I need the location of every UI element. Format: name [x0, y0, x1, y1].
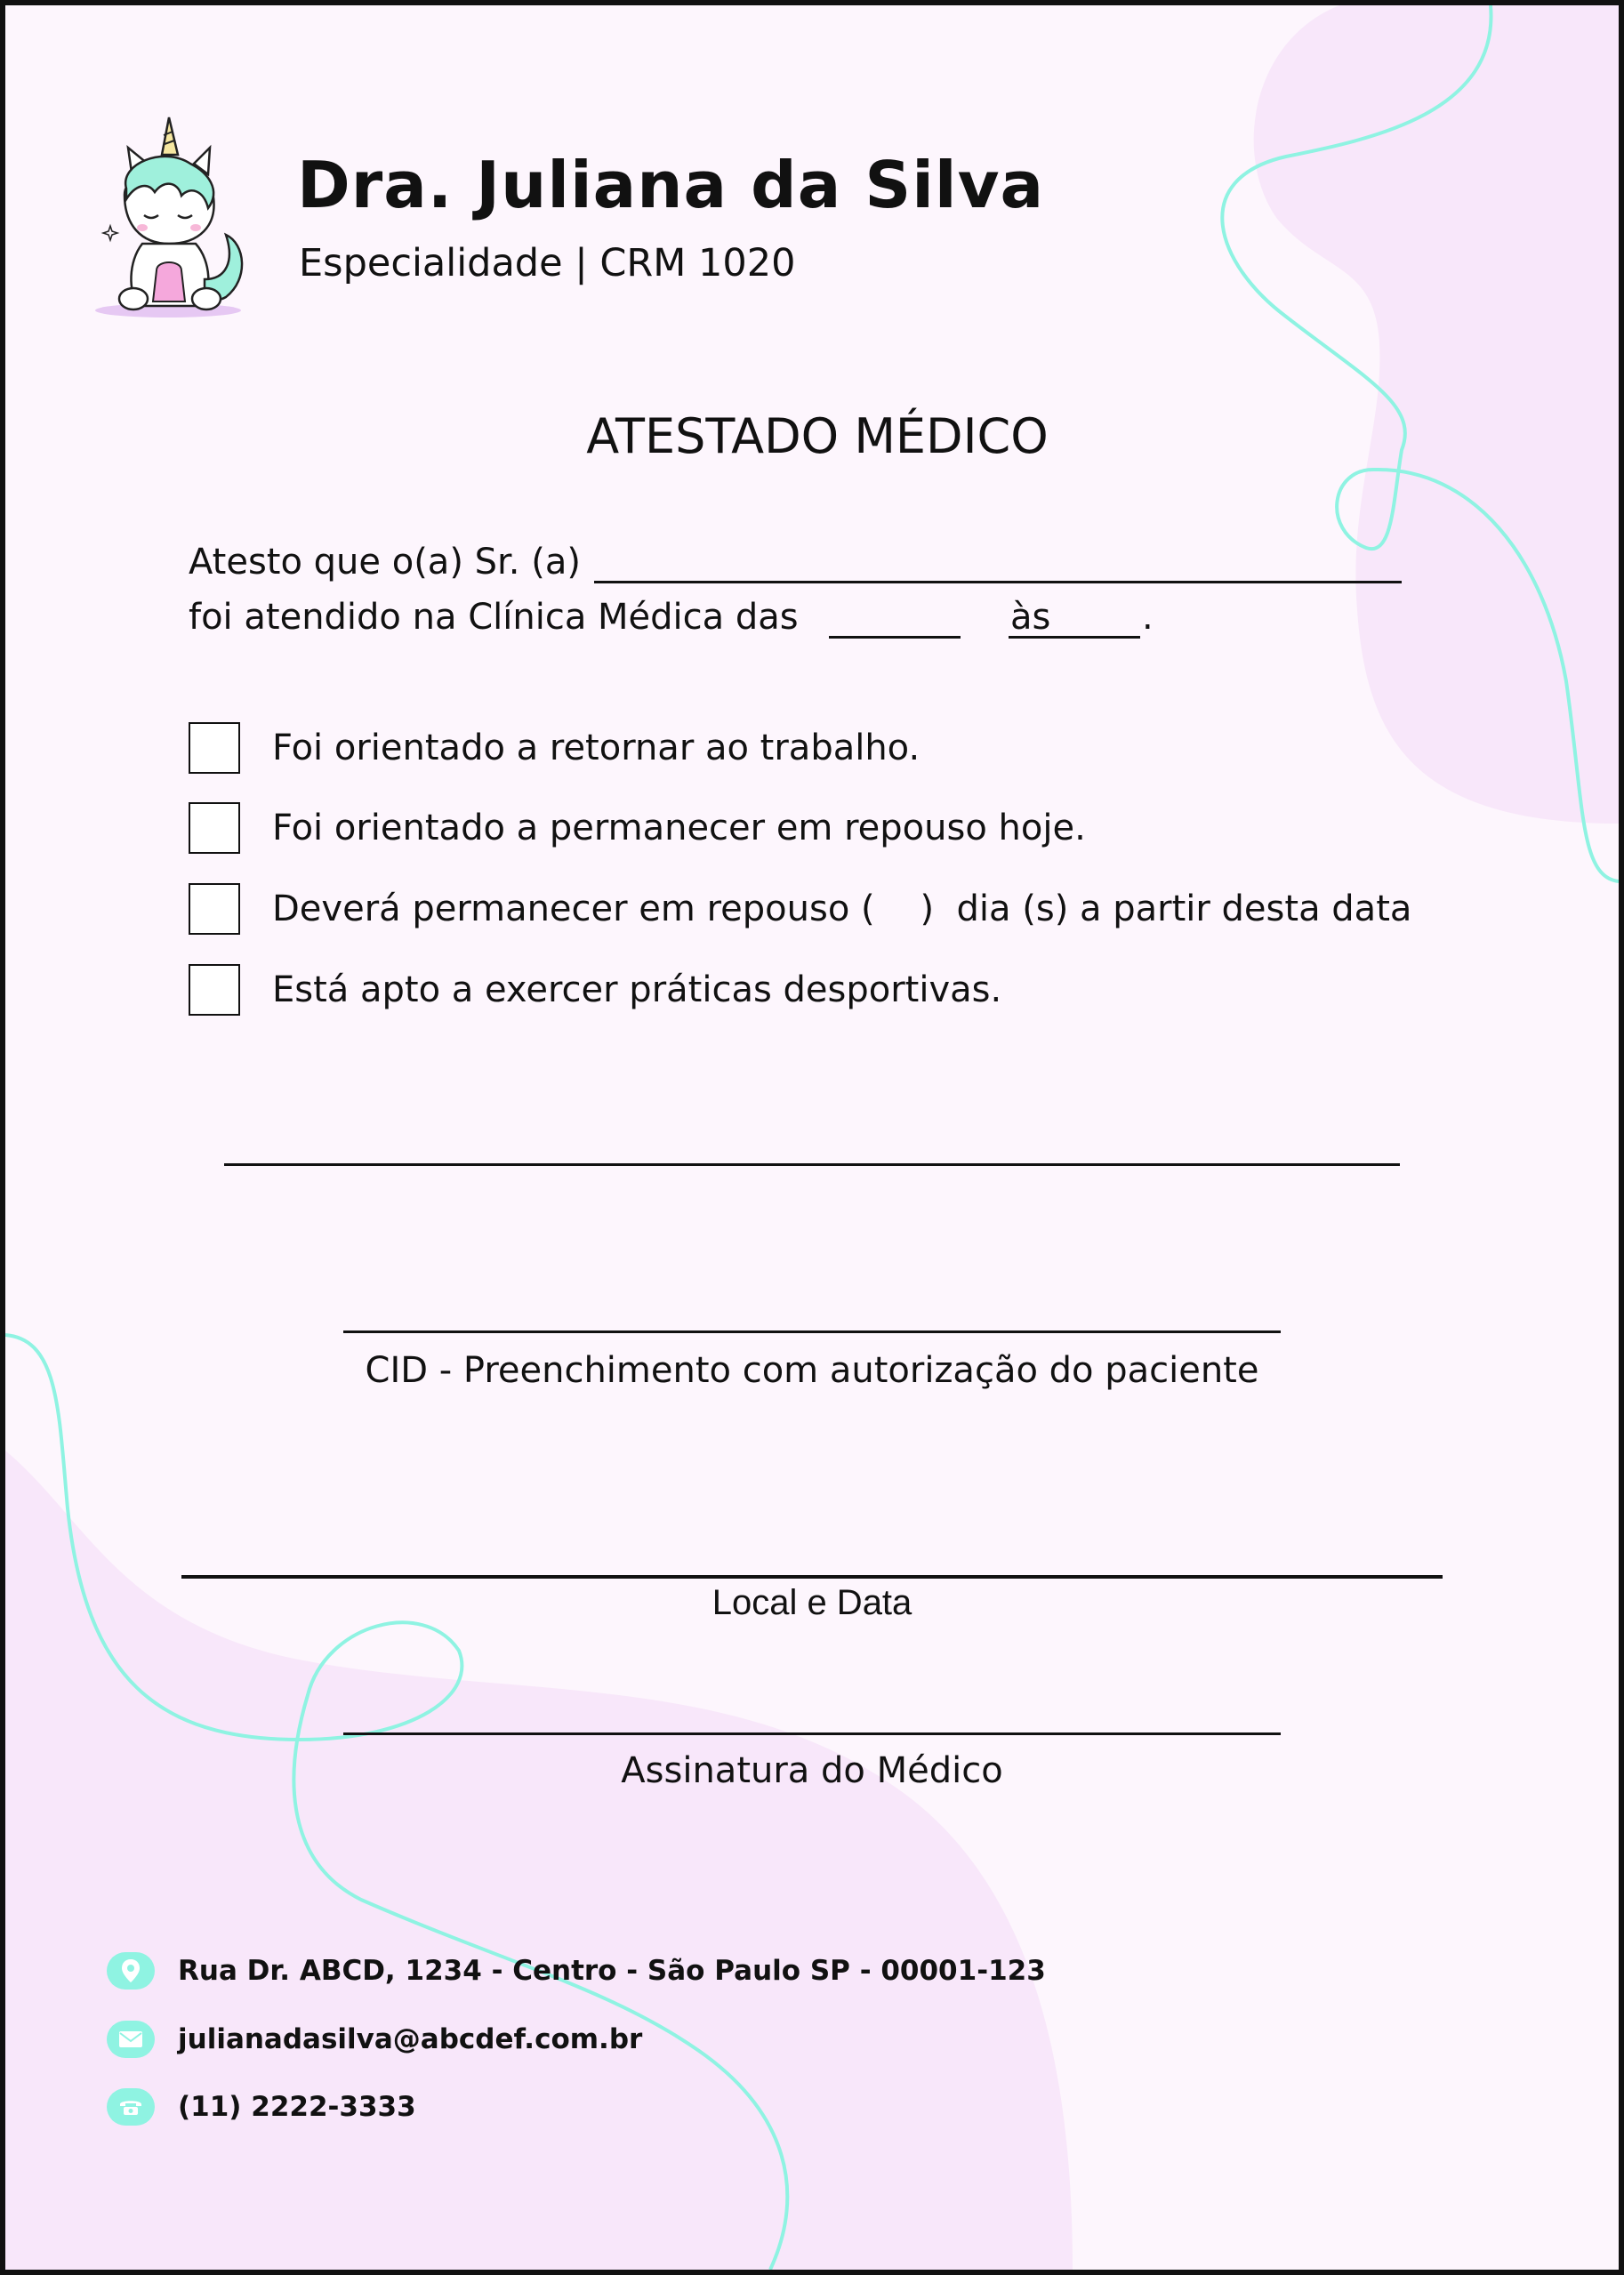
phone-text: (11) 2222-3333 [178, 2091, 416, 2123]
doctor-specialty: Especialidade | CRM 1020 [299, 241, 796, 285]
checkbox[interactable] [189, 964, 240, 1016]
cid-line[interactable] [343, 1330, 1281, 1333]
option-return-to-work [189, 719, 920, 776]
patient-name-field[interactable] [594, 581, 1402, 583]
address-text: Rua Dr. ABCD, 1234 - Centro - São Paulo SP - 00001-123 [178, 1955, 1046, 1987]
checkbox[interactable] [189, 722, 240, 774]
location-pin-icon [107, 1952, 155, 1990]
envelope-icon [107, 2021, 155, 2058]
option-label: Deverá permanecer em repouso ( ) dia (s) a partir desta data [272, 888, 1412, 929]
option-label: Foi orientado a permanecer em repouso hoje. [272, 808, 1086, 848]
end-time-field[interactable] [1009, 636, 1140, 639]
checkbox[interactable] [189, 802, 240, 854]
email-link[interactable]: julianadasilva@abcdef.com.br [178, 2023, 643, 2055]
option-sports-fit [189, 961, 1001, 1018]
notes-line[interactable] [224, 1163, 1400, 1166]
attendance-prefix: foi atendido na Clínica Médica das [189, 597, 799, 638]
checkbox[interactable] [189, 883, 240, 935]
contact-phone [107, 2087, 416, 2126]
option-label: Está apto a exercer práticas desportivas. [272, 969, 1002, 1010]
option-rest-today [189, 800, 1086, 856]
attendance-line [189, 597, 799, 638]
phone-icon [107, 2088, 155, 2126]
signature-line[interactable] [343, 1732, 1281, 1735]
option-rest-days [189, 880, 1411, 937]
option-label: Foi orientado a retornar ao trabalho. [272, 728, 921, 768]
background-decoration [5, 5, 1619, 2270]
contact-email [107, 2020, 642, 2059]
signature-caption: Assinatura do Médico [621, 1750, 1003, 1791]
contact-address [107, 1951, 1046, 1990]
attendance-suffix: . [1142, 597, 1154, 638]
document-title: ATESTADO MÉDICO [586, 408, 1049, 464]
doctor-name: Dra. Juliana da Silva [297, 148, 1045, 222]
patient-line-label: Atesto que o(a) Sr. (a) [189, 542, 581, 583]
local-date-line[interactable] [181, 1575, 1443, 1579]
patient-line [189, 542, 581, 583]
bottom-left-blob [5, 1451, 1073, 2270]
cid-caption: CID - Preenchimento com autorização do paciente [365, 1350, 1259, 1391]
start-time-field[interactable] [829, 636, 961, 639]
local-date-caption: Local e Data [712, 1583, 912, 1622]
attendance-middle: às [1010, 597, 1051, 638]
unicorn-icon [92, 110, 253, 324]
